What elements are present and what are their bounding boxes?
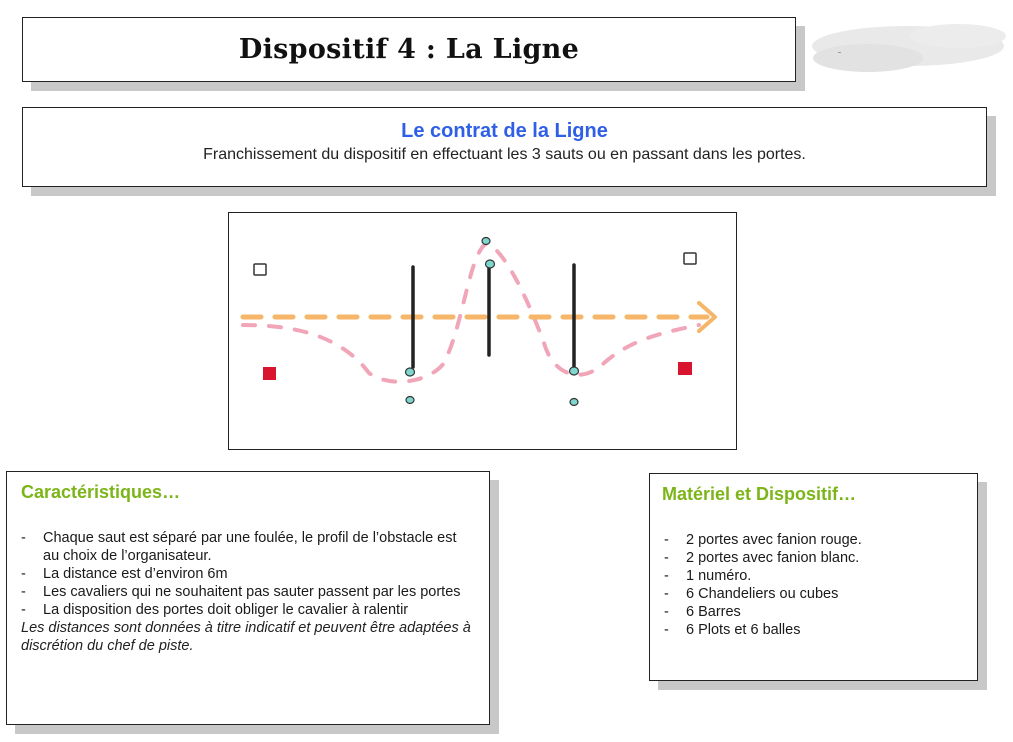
list-item: - Chaque saut est séparé par une foulée, le profil de l’obstacle est au choix de l’organisateur. — [21, 529, 475, 565]
list-item: - 2 portes avec fanion blanc. — [664, 549, 965, 567]
list-item: - La distance est d’environ 6m — [21, 565, 475, 583]
characteristics-box — [6, 471, 490, 725]
cone-2a — [482, 238, 490, 245]
list-item: - 1 numéro. — [664, 567, 965, 585]
list-item: - 6 Barres — [664, 603, 965, 621]
list-item: - 6 Plots et 6 balles — [664, 621, 965, 639]
blurred-logo-image — [808, 16, 1008, 78]
characteristics-note: Les distances sont données à titre indicatif et peuvent être adaptées à discrétion du chef de piste. — [21, 620, 471, 654]
characteristics-list — [21, 529, 475, 619]
cone-1b — [406, 397, 414, 404]
cone-3a — [570, 367, 579, 375]
contract-box — [22, 107, 987, 187]
material-list — [662, 531, 965, 639]
gate-path — [243, 243, 699, 382]
red-flag-right — [678, 362, 692, 375]
page-title: Dispositif 4 : La Ligne — [238, 34, 580, 65]
list-item: - La disposition des portes doit obliger le cavalier à ralentir — [21, 601, 475, 619]
cone-2b — [486, 260, 495, 268]
white-flag-right — [684, 253, 696, 264]
contract-title: Le contrat de la Ligne — [401, 120, 608, 142]
material-box — [649, 473, 978, 681]
list-item: - 6 Chandeliers ou cubes — [664, 585, 965, 603]
red-flag-left — [263, 367, 276, 380]
cone-1a — [406, 368, 415, 376]
diagram-drawing — [229, 213, 736, 449]
list-item: - Les cavaliers qui ne souhaitent pas sauter passent par les portes — [21, 583, 475, 601]
contract-text: Franchissement du dispositif en effectuant les 3 sauts ou en passant dans les portes. — [203, 146, 806, 163]
title-box — [22, 17, 796, 82]
material-title: Matériel et Dispositif… — [662, 484, 857, 504]
cone-3b — [570, 399, 578, 406]
white-flag-left — [254, 264, 266, 275]
course-diagram — [228, 212, 737, 450]
characteristics-title: Caractéristiques… — [21, 482, 181, 502]
list-item: - 2 portes avec fanion rouge. — [664, 531, 965, 549]
